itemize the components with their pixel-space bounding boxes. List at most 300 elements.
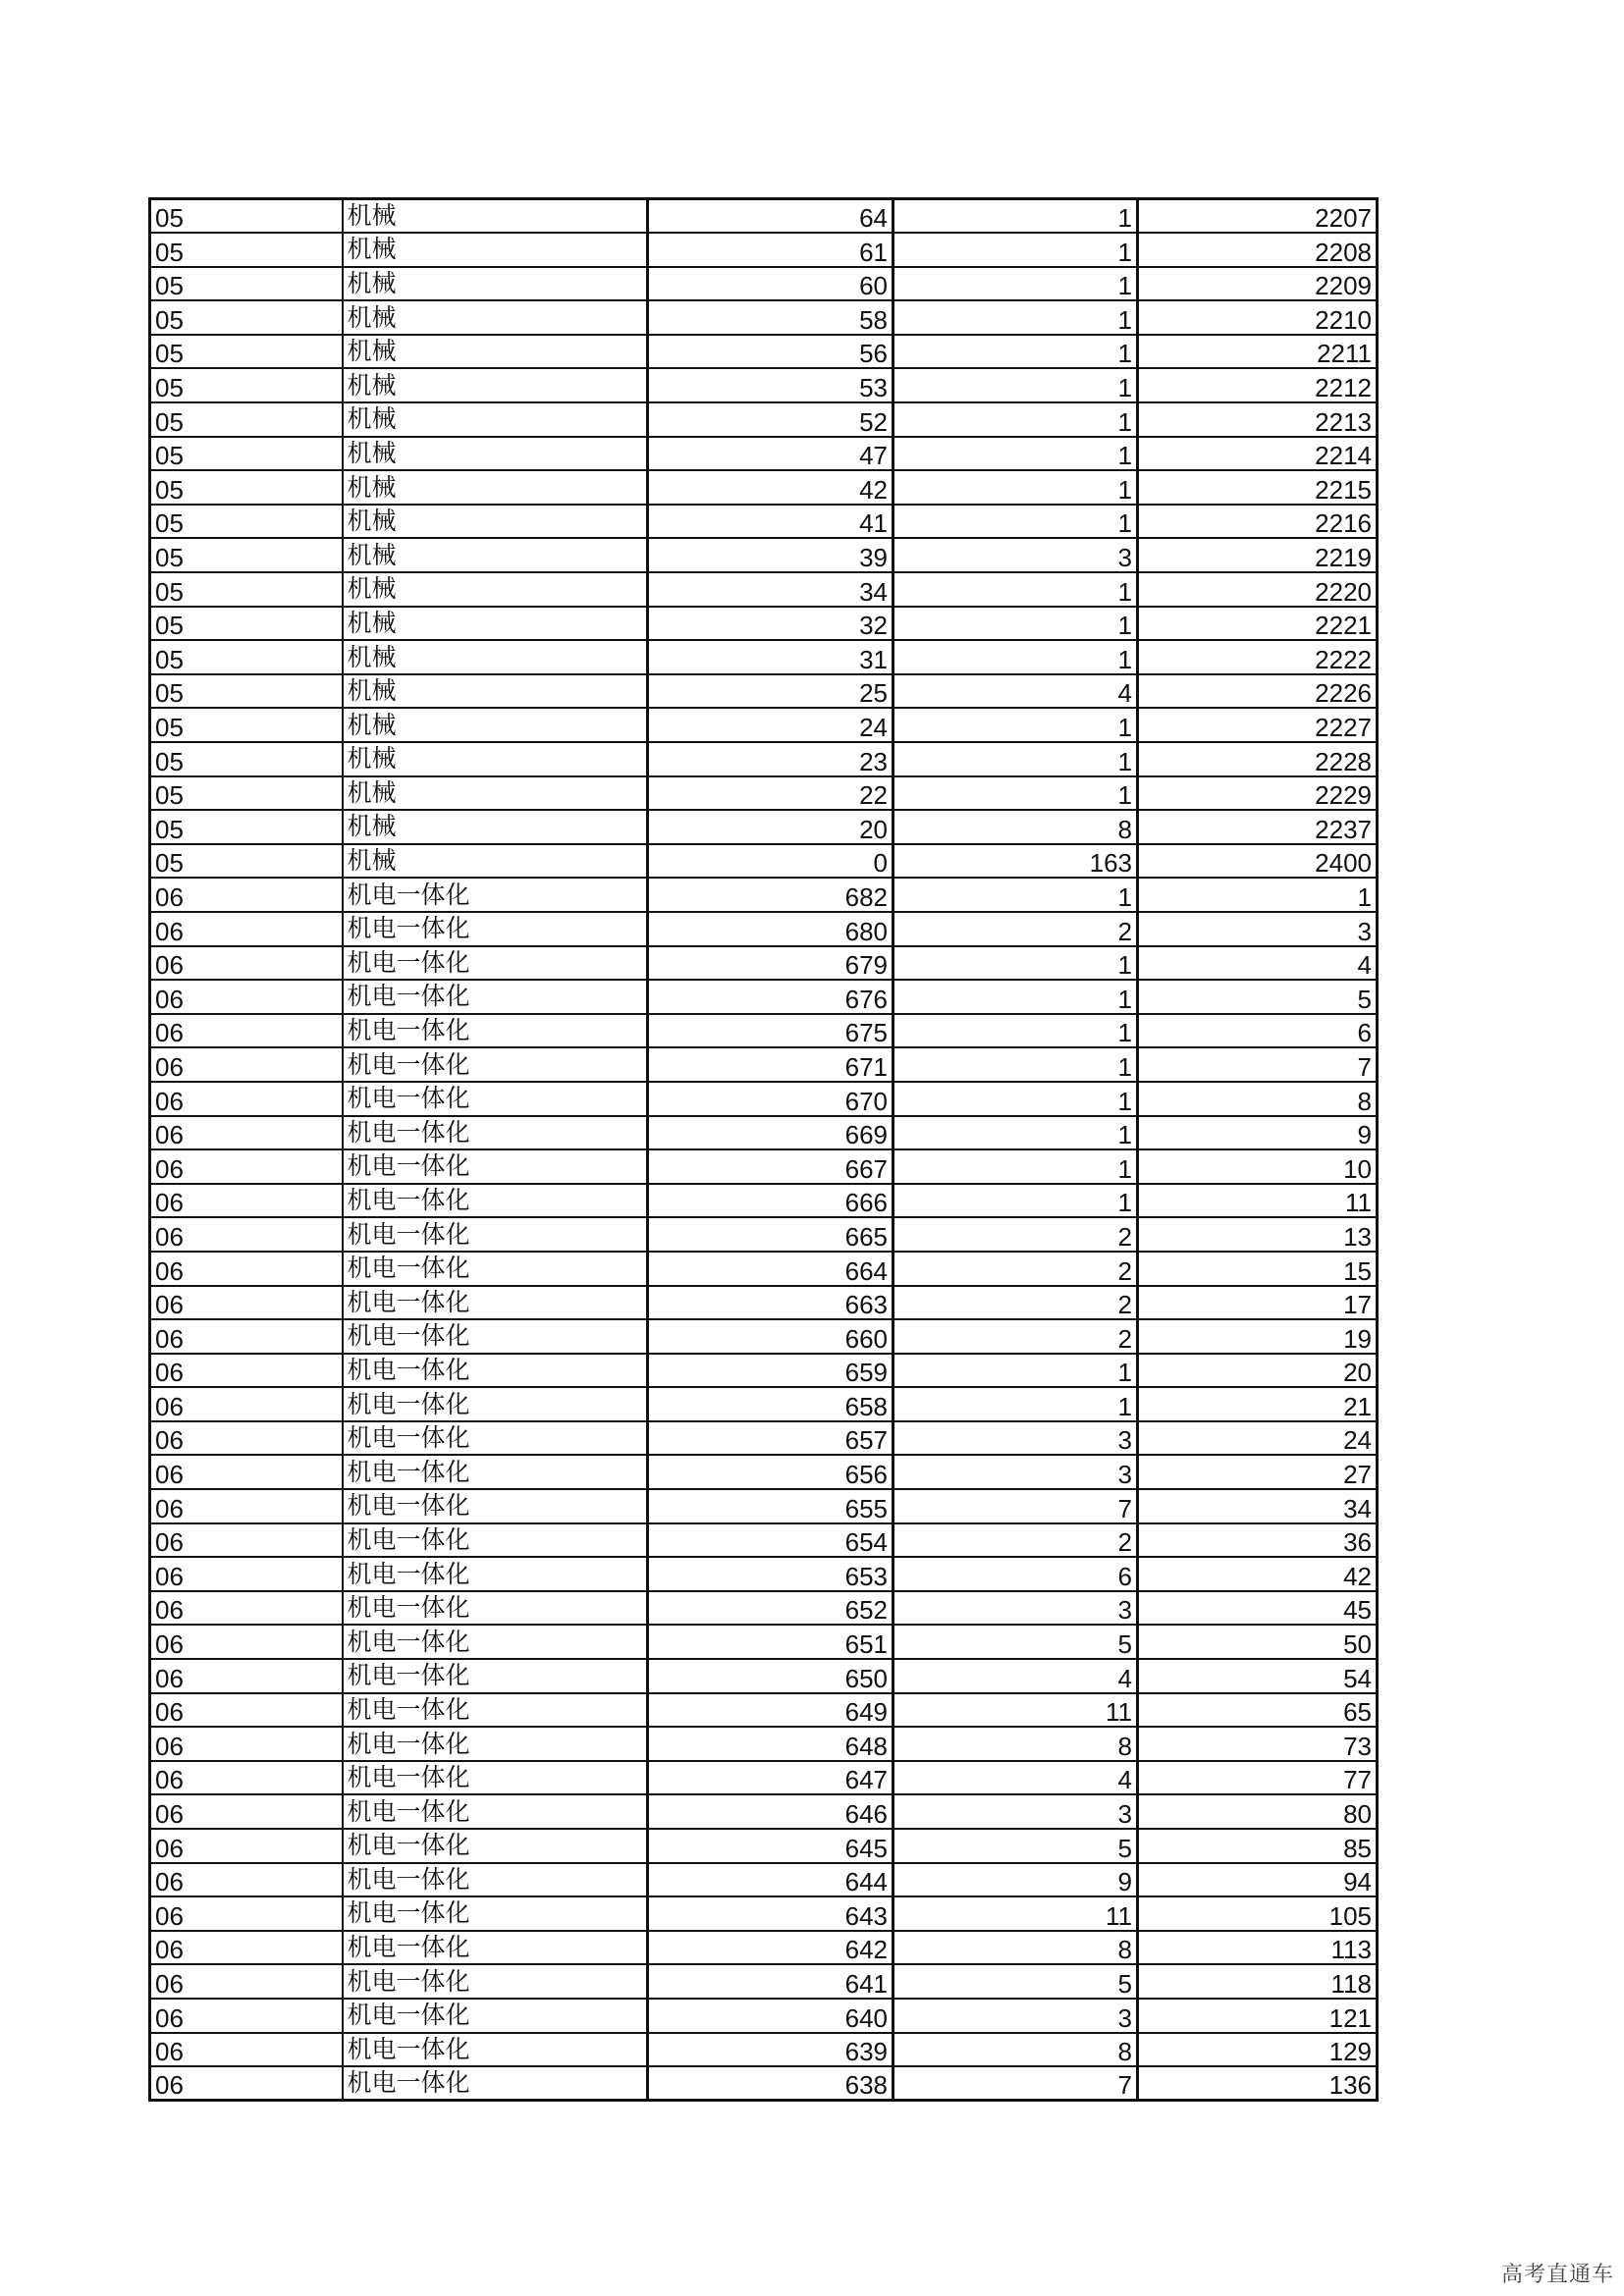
score-cell: 660	[648, 1319, 893, 1354]
major-name-cell: 机电一体化	[343, 1863, 648, 1897]
major-name-cell: 机电一体化	[343, 946, 648, 981]
count-cell: 1	[893, 402, 1138, 437]
table-row	[150, 742, 1378, 776]
table-row	[150, 1693, 1378, 1728]
cumulative-cell: 36	[1138, 1523, 1378, 1558]
table-row	[150, 674, 1378, 709]
major-name-cell: 机械	[343, 368, 648, 402]
table-row	[150, 1829, 1378, 1863]
cumulative-cell: 2207	[1138, 199, 1378, 234]
cumulative-cell: 9	[1138, 1116, 1378, 1150]
major-name-cell: 机电一体化	[343, 1387, 648, 1421]
count-cell: 7	[893, 1489, 1138, 1523]
score-cell: 645	[648, 1829, 893, 1863]
count-cell: 1	[893, 1387, 1138, 1421]
major-name-cell: 机械	[343, 607, 648, 641]
cumulative-cell: 2212	[1138, 368, 1378, 402]
cumulative-cell: 2209	[1138, 267, 1378, 301]
score-cell: 663	[648, 1286, 893, 1320]
major-name-cell: 机械	[343, 572, 648, 607]
major-name-cell: 机电一体化	[343, 1625, 648, 1659]
major-code-cell: 05	[150, 708, 343, 742]
cumulative-cell: 3	[1138, 912, 1378, 946]
table-row	[150, 1659, 1378, 1693]
major-code-cell: 05	[150, 267, 343, 301]
major-name-cell: 机械	[343, 538, 648, 572]
major-code-cell: 06	[150, 1387, 343, 1421]
count-cell: 1	[893, 505, 1138, 539]
score-cell: 655	[648, 1489, 893, 1523]
score-cell: 669	[648, 1116, 893, 1150]
cumulative-cell: 2210	[1138, 300, 1378, 335]
major-name-cell: 机电一体化	[343, 1047, 648, 1082]
major-name-cell: 机电一体化	[343, 1761, 648, 1795]
count-cell: 1	[893, 199, 1138, 234]
score-cell: 653	[648, 1557, 893, 1591]
table-row	[150, 1523, 1378, 1558]
score-cell: 642	[648, 1931, 893, 1965]
major-name-cell: 机械	[343, 267, 648, 301]
score-cell: 42	[648, 470, 893, 505]
cumulative-cell: 2215	[1138, 470, 1378, 505]
major-name-cell: 机电一体化	[343, 1184, 648, 1218]
count-cell: 3	[893, 1591, 1138, 1626]
cumulative-cell: 24	[1138, 1421, 1378, 1456]
score-cell: 640	[648, 1999, 893, 2033]
score-cell: 31	[648, 640, 893, 674]
major-name-cell: 机械	[343, 233, 648, 267]
table-row	[150, 1217, 1378, 1252]
cumulative-cell: 2216	[1138, 505, 1378, 539]
count-cell: 1	[893, 1014, 1138, 1048]
count-cell: 2	[893, 1523, 1138, 1558]
table-row	[150, 878, 1378, 912]
cumulative-cell: 65	[1138, 1693, 1378, 1728]
count-cell: 8	[893, 2033, 1138, 2067]
score-cell: 682	[648, 878, 893, 912]
major-name-cell: 机电一体化	[343, 912, 648, 946]
major-code-cell: 05	[150, 776, 343, 811]
major-name-cell: 机电一体化	[343, 1455, 648, 1489]
major-name-cell: 机电一体化	[343, 1149, 648, 1184]
major-code-cell: 05	[150, 674, 343, 709]
count-cell: 1	[893, 267, 1138, 301]
score-cell: 643	[648, 1896, 893, 1931]
major-name-cell: 机电一体化	[343, 878, 648, 912]
major-name-cell: 机械	[343, 708, 648, 742]
count-cell: 4	[893, 1761, 1138, 1795]
count-cell: 11	[893, 1896, 1138, 1931]
count-cell: 3	[893, 538, 1138, 572]
major-code-cell: 05	[150, 199, 343, 234]
count-cell: 1	[893, 878, 1138, 912]
cumulative-cell: 17	[1138, 1286, 1378, 1320]
table-row	[150, 708, 1378, 742]
score-cell: 652	[648, 1591, 893, 1626]
count-cell: 1	[893, 1047, 1138, 1082]
cumulative-cell: 1	[1138, 878, 1378, 912]
table-row	[150, 300, 1378, 335]
major-code-cell: 06	[150, 1217, 343, 1252]
major-name-cell: 机电一体化	[343, 1693, 648, 1728]
score-cell: 53	[648, 368, 893, 402]
count-cell: 5	[893, 1964, 1138, 1999]
table-row	[150, 1489, 1378, 1523]
major-name-cell: 机电一体化	[343, 1896, 648, 1931]
major-name-cell: 机电一体化	[343, 2066, 648, 2101]
count-cell: 8	[893, 810, 1138, 844]
count-cell: 1	[893, 708, 1138, 742]
score-cell: 649	[648, 1693, 893, 1728]
major-code-cell: 05	[150, 505, 343, 539]
table-row	[150, 1421, 1378, 1456]
count-cell: 3	[893, 1421, 1138, 1456]
score-cell: 658	[648, 1387, 893, 1421]
score-cell: 58	[648, 300, 893, 335]
major-name-cell: 机电一体化	[343, 1354, 648, 1388]
table-row	[150, 1896, 1378, 1931]
count-cell: 5	[893, 1625, 1138, 1659]
major-code-cell: 06	[150, 1999, 343, 2033]
major-name-cell: 机电一体化	[343, 1217, 648, 1252]
cumulative-cell: 50	[1138, 1625, 1378, 1659]
score-cell: 667	[648, 1149, 893, 1184]
table-row	[150, 2066, 1378, 2101]
table-row	[150, 1931, 1378, 1965]
major-code-cell: 06	[150, 878, 343, 912]
major-name-cell: 机械	[343, 776, 648, 811]
count-cell: 6	[893, 1557, 1138, 1591]
major-name-cell: 机电一体化	[343, 1557, 648, 1591]
score-cell: 670	[648, 1082, 893, 1116]
major-code-cell: 05	[150, 470, 343, 505]
count-cell: 1	[893, 368, 1138, 402]
count-cell: 1	[893, 980, 1138, 1014]
major-code-cell: 06	[150, 1964, 343, 1999]
major-code-cell: 06	[150, 1252, 343, 1286]
major-code-cell: 06	[150, 1421, 343, 1456]
count-cell: 1	[893, 470, 1138, 505]
count-cell: 4	[893, 1659, 1138, 1693]
table-row	[150, 1116, 1378, 1150]
table-row	[150, 912, 1378, 946]
score-cell: 646	[648, 1794, 893, 1829]
score-cell: 664	[648, 1252, 893, 1286]
score-cell: 34	[648, 572, 893, 607]
table-row	[150, 368, 1378, 402]
table-row	[150, 538, 1378, 572]
major-name-cell: 机电一体化	[343, 1523, 648, 1558]
major-name-cell: 机电一体化	[343, 1727, 648, 1761]
score-cell: 648	[648, 1727, 893, 1761]
cumulative-cell: 2220	[1138, 572, 1378, 607]
major-code-cell: 06	[150, 1082, 343, 1116]
cumulative-cell: 94	[1138, 1863, 1378, 1897]
major-name-cell: 机电一体化	[343, 1591, 648, 1626]
count-cell: 1	[893, 607, 1138, 641]
major-name-cell: 机电一体化	[343, 1319, 648, 1354]
major-name-cell: 机械	[343, 335, 648, 369]
major-code-cell: 06	[150, 1659, 343, 1693]
score-cell: 56	[648, 335, 893, 369]
major-name-cell: 机电一体化	[343, 1082, 648, 1116]
score-cell: 675	[648, 1014, 893, 1048]
cumulative-cell: 10	[1138, 1149, 1378, 1184]
major-name-cell: 机电一体化	[343, 1286, 648, 1320]
score-cell: 47	[648, 437, 893, 471]
table-row	[150, 946, 1378, 981]
count-cell: 2	[893, 1319, 1138, 1354]
score-cell: 641	[648, 1964, 893, 1999]
major-code-cell: 06	[150, 2033, 343, 2067]
score-cell: 23	[648, 742, 893, 776]
count-cell: 8	[893, 1727, 1138, 1761]
score-cell: 0	[648, 844, 893, 879]
table-row	[150, 980, 1378, 1014]
watermark: 高考直通车	[1500, 2263, 1614, 2287]
cumulative-cell: 2214	[1138, 437, 1378, 471]
score-cell: 61	[648, 233, 893, 267]
count-cell: 1	[893, 776, 1138, 811]
major-name-cell: 机电一体化	[343, 2033, 648, 2067]
table-row	[150, 1625, 1378, 1659]
major-name-cell: 机电一体化	[343, 1421, 648, 1456]
table-row	[150, 1252, 1378, 1286]
major-code-cell: 06	[150, 1625, 343, 1659]
cumulative-cell: 34	[1138, 1489, 1378, 1523]
table-row	[150, 1794, 1378, 1829]
count-cell: 1	[893, 742, 1138, 776]
major-name-cell: 机电一体化	[343, 1931, 648, 1965]
major-name-cell: 机械	[343, 844, 648, 879]
major-code-cell: 05	[150, 640, 343, 674]
score-cell: 671	[648, 1047, 893, 1082]
major-code-cell: 06	[150, 980, 343, 1014]
major-code-cell: 05	[150, 402, 343, 437]
cumulative-cell: 5	[1138, 980, 1378, 1014]
table-row	[150, 1082, 1378, 1116]
major-code-cell: 06	[150, 1693, 343, 1728]
cumulative-cell: 45	[1138, 1591, 1378, 1626]
table-row	[150, 607, 1378, 641]
cumulative-cell: 4	[1138, 946, 1378, 981]
count-cell: 1	[893, 1082, 1138, 1116]
major-name-cell: 机械	[343, 640, 648, 674]
score-cell: 666	[648, 1184, 893, 1218]
cumulative-cell: 113	[1138, 1931, 1378, 1965]
score-cell: 41	[648, 505, 893, 539]
cumulative-cell: 129	[1138, 2033, 1378, 2067]
score-cell: 665	[648, 1217, 893, 1252]
score-cell: 24	[648, 708, 893, 742]
major-code-cell: 06	[150, 946, 343, 981]
cumulative-cell: 19	[1138, 1319, 1378, 1354]
count-cell: 1	[893, 233, 1138, 267]
cumulative-cell: 2226	[1138, 674, 1378, 709]
major-code-cell: 06	[150, 1319, 343, 1354]
cumulative-cell: 2211	[1138, 335, 1378, 369]
count-cell: 3	[893, 1794, 1138, 1829]
major-name-cell: 机电一体化	[343, 1829, 648, 1863]
major-code-cell: 06	[150, 1286, 343, 1320]
count-cell: 1	[893, 640, 1138, 674]
major-name-cell: 机电一体化	[343, 1659, 648, 1693]
table-row	[150, 335, 1378, 369]
major-name-cell: 机械	[343, 505, 648, 539]
cumulative-cell: 42	[1138, 1557, 1378, 1591]
table-row	[150, 437, 1378, 471]
table-row	[150, 1149, 1378, 1184]
count-cell: 1	[893, 946, 1138, 981]
cumulative-cell: 20	[1138, 1354, 1378, 1388]
cumulative-cell: 2400	[1138, 844, 1378, 879]
cumulative-cell: 80	[1138, 1794, 1378, 1829]
table-row	[150, 1964, 1378, 1999]
major-code-cell: 06	[150, 1354, 343, 1388]
major-code-cell: 05	[150, 844, 343, 879]
table-row	[150, 1319, 1378, 1354]
score-cell: 60	[648, 267, 893, 301]
major-name-cell: 机械	[343, 300, 648, 335]
count-cell: 5	[893, 1829, 1138, 1863]
count-cell: 8	[893, 1931, 1138, 1965]
table-row	[150, 2033, 1378, 2067]
major-code-cell: 05	[150, 368, 343, 402]
score-cell: 679	[648, 946, 893, 981]
table-row	[150, 1761, 1378, 1795]
table-row	[150, 1354, 1378, 1388]
major-code-cell: 06	[150, 1014, 343, 1048]
score-cell: 650	[648, 1659, 893, 1693]
table-row	[150, 640, 1378, 674]
major-name-cell: 机械	[343, 810, 648, 844]
table-row	[150, 1557, 1378, 1591]
score-cell: 644	[648, 1863, 893, 1897]
table-row	[150, 1184, 1378, 1218]
major-name-cell: 机械	[343, 470, 648, 505]
major-code-cell: 05	[150, 810, 343, 844]
table-row	[150, 505, 1378, 539]
score-cell: 680	[648, 912, 893, 946]
score-cell: 39	[648, 538, 893, 572]
cumulative-cell: 2221	[1138, 607, 1378, 641]
table-row	[150, 810, 1378, 844]
score-cell: 676	[648, 980, 893, 1014]
major-code-cell: 06	[150, 1149, 343, 1184]
table-row	[150, 1455, 1378, 1489]
score-cell: 25	[648, 674, 893, 709]
score-cell: 22	[648, 776, 893, 811]
score-table-body	[150, 199, 1378, 2101]
count-cell: 2	[893, 912, 1138, 946]
count-cell: 7	[893, 2066, 1138, 2101]
cumulative-cell: 77	[1138, 1761, 1378, 1795]
cumulative-cell: 2229	[1138, 776, 1378, 811]
table-row	[150, 1047, 1378, 1082]
cumulative-cell: 2227	[1138, 708, 1378, 742]
cumulative-cell: 13	[1138, 1217, 1378, 1252]
table-row	[150, 1387, 1378, 1421]
count-cell: 4	[893, 674, 1138, 709]
table-row	[150, 199, 1378, 234]
major-code-cell: 06	[150, 912, 343, 946]
count-cell: 2	[893, 1286, 1138, 1320]
count-cell: 3	[893, 1999, 1138, 2033]
table-row	[150, 1863, 1378, 1897]
major-code-cell: 06	[150, 1184, 343, 1218]
cumulative-cell: 2213	[1138, 402, 1378, 437]
count-cell: 3	[893, 1455, 1138, 1489]
major-code-cell: 06	[150, 1116, 343, 1150]
count-cell: 1	[893, 572, 1138, 607]
score-cell: 20	[648, 810, 893, 844]
table-row	[150, 1727, 1378, 1761]
table-row	[150, 1286, 1378, 1320]
major-code-cell: 06	[150, 1829, 343, 1863]
cumulative-cell: 21	[1138, 1387, 1378, 1421]
cumulative-cell: 73	[1138, 1727, 1378, 1761]
major-code-cell: 06	[150, 1727, 343, 1761]
major-code-cell: 06	[150, 1931, 343, 1965]
major-code-cell: 06	[150, 2066, 343, 2101]
major-name-cell: 机械	[343, 199, 648, 234]
major-code-cell: 06	[150, 1523, 343, 1558]
score-cell: 638	[648, 2066, 893, 2101]
major-code-cell: 05	[150, 437, 343, 471]
table-row	[150, 572, 1378, 607]
score-cell: 659	[648, 1354, 893, 1388]
count-cell: 1	[893, 300, 1138, 335]
cumulative-cell: 15	[1138, 1252, 1378, 1286]
major-code-cell: 06	[150, 1896, 343, 1931]
score-cell: 52	[648, 402, 893, 437]
major-code-cell: 05	[150, 335, 343, 369]
cumulative-cell: 54	[1138, 1659, 1378, 1693]
score-cell: 656	[648, 1455, 893, 1489]
count-cell: 1	[893, 437, 1138, 471]
cumulative-cell: 6	[1138, 1014, 1378, 1048]
major-code-cell: 06	[150, 1455, 343, 1489]
cumulative-cell: 7	[1138, 1047, 1378, 1082]
count-cell: 1	[893, 1149, 1138, 1184]
table-row	[150, 844, 1378, 879]
table-row	[150, 402, 1378, 437]
count-cell: 2	[893, 1217, 1138, 1252]
score-cell: 657	[648, 1421, 893, 1456]
major-name-cell: 机电一体化	[343, 1116, 648, 1150]
score-cell: 647	[648, 1761, 893, 1795]
major-name-cell: 机电一体化	[343, 980, 648, 1014]
major-name-cell: 机械	[343, 437, 648, 471]
count-cell: 11	[893, 1693, 1138, 1728]
major-name-cell: 机械	[343, 674, 648, 709]
cumulative-cell: 2222	[1138, 640, 1378, 674]
count-cell: 163	[893, 844, 1138, 879]
score-cell: 654	[648, 1523, 893, 1558]
major-code-cell: 05	[150, 233, 343, 267]
count-cell: 1	[893, 335, 1138, 369]
table-row	[150, 1999, 1378, 2033]
major-code-cell: 05	[150, 572, 343, 607]
major-code-cell: 05	[150, 742, 343, 776]
table-row	[150, 470, 1378, 505]
major-name-cell: 机电一体化	[343, 1489, 648, 1523]
cumulative-cell: 85	[1138, 1829, 1378, 1863]
cumulative-cell: 121	[1138, 1999, 1378, 2033]
count-cell: 1	[893, 1116, 1138, 1150]
score-table	[148, 197, 1379, 2102]
table-row	[150, 1014, 1378, 1048]
